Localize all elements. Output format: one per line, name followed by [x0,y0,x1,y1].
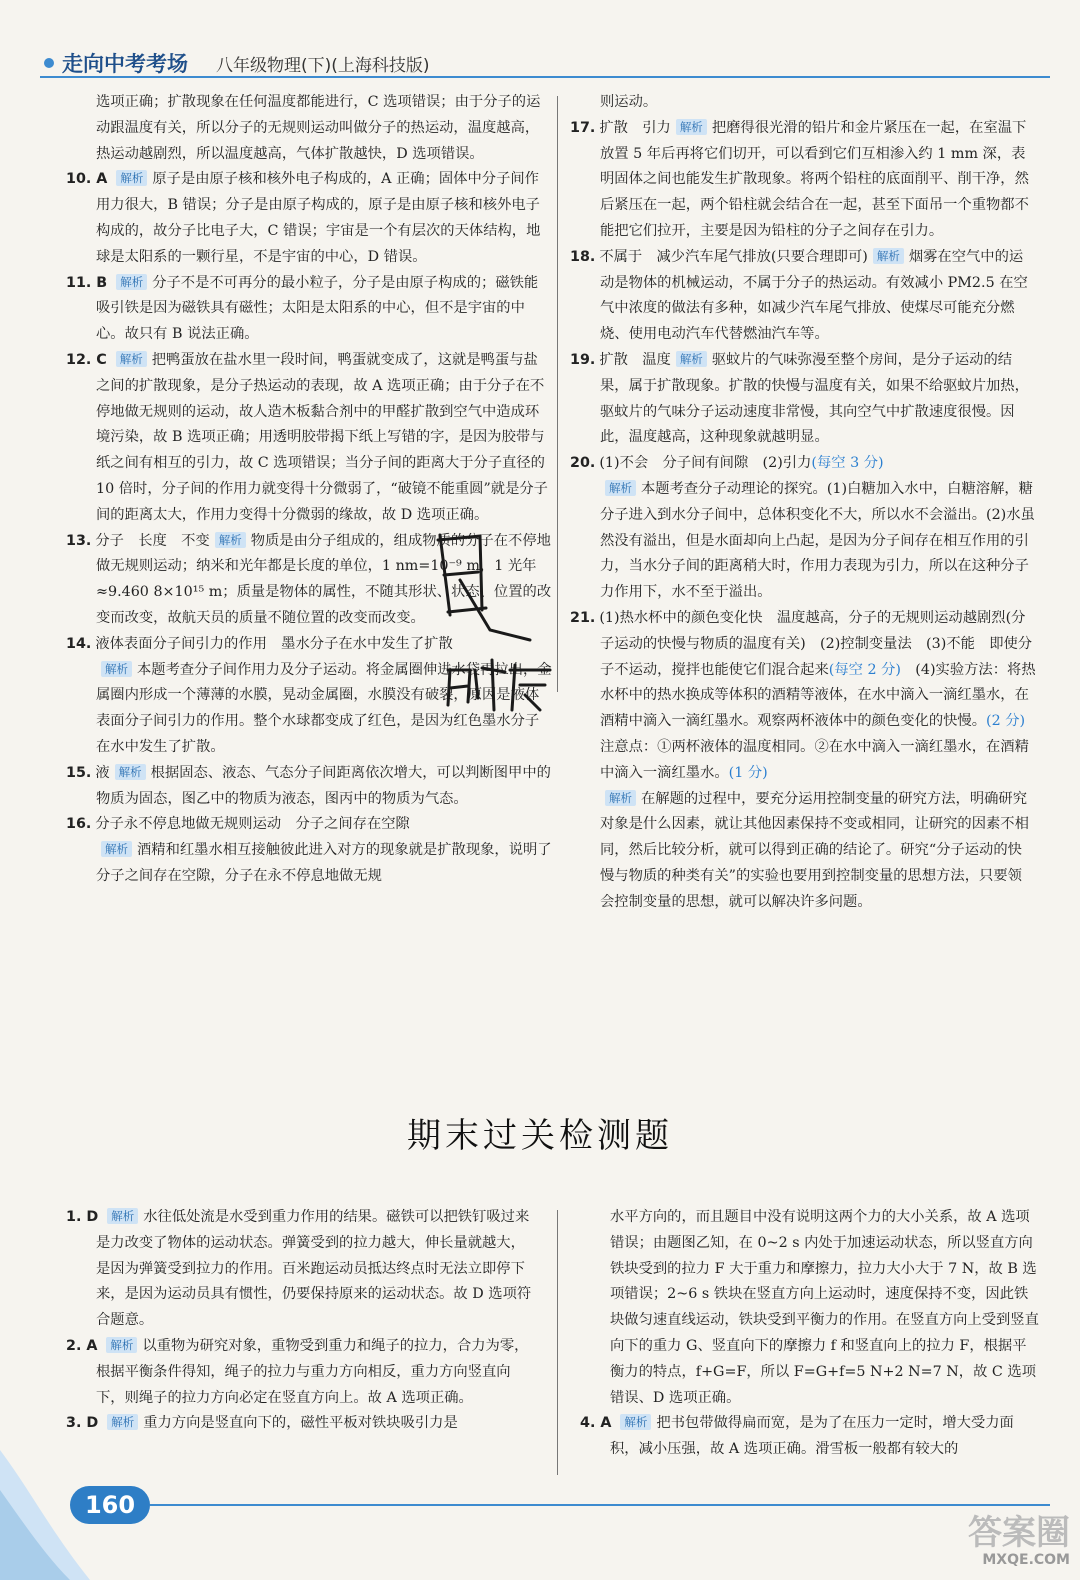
explanation-text: 根据固态、液态、气态分子间距离依次增大，可以判断图甲中的物质为固态，图乙中的物质为液态，图丙中的物质为气态。 [96,764,551,807]
question-number: 12. C [66,351,107,368]
answer-item [66,348,552,529]
answer-column-right [570,90,1036,916]
column-divider-bottom [557,1210,558,1475]
answer-text: 分子永不停息地做无规则运动 分子之间存在空隙 [95,816,410,833]
explanation-text: 原子是由原子核和核外电子构成的，A 正确；固体中分子间作用力很大，B 错误；分子是由原子构成的，原子是由原子核和核外电子构成的，故分子比电子大，C 错误；宇宙是一个有层次的天体结构，地球是太阳系的一颗行星，不是宇宙的中心，D 错误。 [96,171,541,265]
question-number: 3. D [66,1415,99,1432]
analysis-tag: 解析 [116,274,147,290]
answer-text: (1)热水杯中的颜色变化快 温度越高，分子的无规则运动越剧烈(分子运动的快慢与物质的温度有关) (2)控制变量法 (3)不能 即使分子不运动，搅拌也能使它们混合起来 [599,609,1033,678]
explanation-text: 把书包带做得扁而宽，是为了在压力一定时，增大受力面积，减小压强，故 A 选项正确。滑雪板一般都有较大的 [610,1415,1014,1458]
explanation [66,838,552,890]
analysis-tag: 解析 [106,1337,137,1353]
watermark-main: 答案圈 [968,1513,1070,1553]
answer-column-left [66,90,552,890]
question-number: 13. [66,532,92,549]
answer-item [570,245,1036,348]
analysis-tag: 解析 [115,764,146,780]
analysis-tag: 解析 [107,1414,138,1430]
explanation [570,787,1036,916]
question-number: 17. [570,119,596,136]
analysis-tag: 解析 [215,532,246,548]
footer-rule [150,1504,1050,1506]
answer-text: 分子 长度 不变 [95,532,210,549]
question-number: 19. [570,351,596,368]
question-number: 11. B [66,274,108,291]
explanation-text: 本题考查分子间作用力及分子运动。将金属圈伸进水袋再拉出，金属圈内形成一个薄薄的水膜，晃动金属圈，水膜没有破裂，原因是液体表面分子间引力的作用。整个水球都变成了红色，是因为红色墨水分子在水中发生了扩散。 [96,661,552,755]
question-number: 1. D [66,1209,99,1225]
explanation-text: 重力方向是竖直向下的，磁性平板对铁块吸引力是 [143,1415,458,1432]
header-rule [40,76,1050,78]
question-number: 2. A [66,1337,98,1354]
answer-text: 注意点：①两杯液体的温度相同。②在水中滴入一滴红墨水，在酒精中滴入一滴红墨水。 [600,738,1029,781]
exam-answer-column-left [66,1205,538,1437]
analysis-tag: 解析 [116,170,147,186]
question-number: 18. [570,248,596,265]
analysis-tag: 解析 [116,351,147,367]
answer-text: (1)不会 分子间有间隙 (2)引力 [599,455,812,472]
book-subtitle: 八年级物理(下)(上海科技版) [216,56,430,76]
answer-text: 不属于 减少汽车尾气排放(只要合理即可) [599,248,868,265]
explanation-text: 驱蚊片的气味弥漫至整个房间，是分子运动的结果，属于扩散现象。扩散的快慢与温度有关，如果不给驱蚊片加热，驱蚊片的气味分子运动速度非常慢，其向空气中扩散速度很慢。因此，温度越高，这种现象就越明显。 [600,351,1029,446]
score-note: (2 分) [986,713,1026,730]
analysis-tag: 解析 [676,119,707,135]
header-dot-icon [44,58,54,68]
answer-item [66,1205,538,1334]
question-number: 4. A [580,1415,612,1432]
explanation-text: 水往低处流是水受到重力作用的结果。磁铁可以把铁钉吸过来是力改变了物体的运动状态。弹簧受到的拉力越大，伸长量就越大，是因为弹簧受到拉力的作用。百米跑运动员抵达终点时无法立即停下来，是因为运动员具有惯性，仍要保持原来的运动状态。故 D 选项符合题意。 [96,1209,532,1329]
answer-item [66,271,552,348]
answer-item [66,812,552,838]
explanation-text: 把鸭蛋放在盐水里一段时间，鸭蛋就变成了，这就是鸭蛋与盐之间的扩散现象，是分子热运动的表现，故 A 选项正确；由于分子在不停地做无规则的运动，故人造木板黏合剂中的甲醛扩散到空气中造成环境污染，故 B 选项正确；用透明胶带揭下纸上写错的字，是因为胶带与纸之间有相互的引力，故 C 选项错误；当分子间的距离大于分子直径的 10 倍时，分子间的作用力就变得十分微弱了，“破镜不能重圆”就是分子间的距离太大，作用力变得十分微弱的缘故，故 D 选项正确。 [96,351,548,523]
question-number: 16. [66,816,92,833]
page-number: 160 [70,1486,150,1524]
answer-item [570,451,1036,477]
question-number: 20. [570,455,596,472]
section-title: 期末过关检测题 [407,1116,673,1156]
answer-item [66,1411,538,1437]
analysis-tag: 解析 [107,1208,138,1224]
watermark-url: MXQE.COM [982,1552,1070,1568]
score-note: (每空 3 分) [811,455,884,472]
analysis-tag: 解析 [873,248,904,264]
answer-continuation: 则运动。 [600,94,658,110]
explanation-text: 在解题的过程中，要充分运用控制变量的研究方法，明确研究对象是什么因素，就让其他因素保持不变或相同，让研究的因素不相同，然后比较分析，就可以得到正确的结论了。研究“分子运动的快慢与物质的种类有关”的实验也要用到控制变量的思想方法，只要领会控制变量的思想，就可以解决许多问题。 [600,790,1029,910]
explanation-text: 酒精和红墨水相互接触彼此进入对方的现象就是扩散现象，说明了分子之间存在空隙，分子在永不停息地做无规 [96,842,552,884]
answer-item [66,761,552,813]
explanation-text: 把磨得很光滑的铅片和金片紧压在一起，在室温下放置 5 年后再将它们切开，可以看到它们互相渗入约 1 mm 深，表明固体之间也能发生扩散现象。将两个铅柱的底面削平、削干净，然后紧压在一起，两个铅柱就会结合在一起，甚至下面吊一个重物都不能把它们拉开，主要是因为铅柱的分子之间存在引力。 [600,119,1029,239]
handwritten-note-icon [420,520,570,730]
explanation-text: 物质是由分子组成的，组成物质的分子在不停地做无规则运动；纳米和光年都是长度的单位，1 nm=10⁻⁹ m，1 光年≈9.460 8×10¹⁵ m；质量是物体的属性，不随其形状、状态、位置的改变而改变，故航天员的质量不随位置的改变而改变。 [96,532,552,626]
question-number: 15. [66,764,92,781]
answer-continuation: 选项正确；扩散现象在任何温度都能进行，C 选项错误；由于分子的运动跟温度有关，所以分子的无规则运动叫做分子的热运动，温度越高，热运动越剧烈，所以温度越高，气体扩散越快，D 选项错误。 [96,94,541,162]
answer-text: 扩散 引力 [599,119,671,136]
analysis-tag: 解析 [676,351,707,367]
book-brand: 走向中考考场 [62,52,188,76]
answer-item [66,1334,538,1411]
answer-text: (4)实验方法：将热水杯中的热水换成等体积的酒精等液体，在水中滴入一滴红墨水，在酒精中滴入一滴红墨水。观察两杯液体中的颜色变化的快慢。 [600,661,1036,730]
answer-item [66,167,552,270]
question-number: 21. [570,609,596,626]
score-note: (1 分) [728,764,768,781]
analysis-tag: 解析 [605,790,636,806]
answer-text: 扩散 温度 [599,351,671,368]
answer-text: 液 [95,764,110,781]
analysis-tag: 解析 [605,480,636,496]
answer-item [580,1411,1040,1463]
analysis-tag: 解析 [101,841,132,857]
question-number: 14. [66,635,92,652]
explanation-text: 本题考查分子动理论的探究。(1)白糖加入水中，白糖溶解，糖分子进入到水分子间中，总体积变化不大，所以水不会溢出。(2)水虽然没有溢出，但是水面却向上凸起，是因为分子间存在相互作用的引力，当水分子间的距离稍大时，作用力表现为引力，所以在这种分子力作用下，水不至于溢出。 [600,480,1035,601]
explanation [570,477,1036,606]
answer-item [570,606,1036,787]
running-header [40,46,1050,86]
answer-item [570,116,1036,245]
question-number: 10. A [66,171,108,188]
analysis-tag: 解析 [101,661,132,677]
explanation-text: 以重物为研究对象，重物受到重力和绳子的拉力，合力为零，根据平衡条件得知，绳子的拉力与重力方向相反，重力方向竖直向下，则绳子的拉力方向必定在竖直方向上。故 A 选项正确。 [96,1337,529,1406]
answer-continuation: 水平方向的，而且题目中没有说明这两个力的大小关系，故 A 选项错误；由题图乙知，在 0~2 s 内处于加速运动状态，所以竖直方向铁块受到的拉力 F 大于重力和摩擦力，拉力大小大于 7 N，故 B 选项错误；2~6 s 铁块在竖直方向上运动时，速度保持不变，因此铁块做匀速直线运动，铁块受到平衡力的作用。在竖直方向上受到竖直向下的重力 G、竖直向下的摩擦力 f 和竖直向上的拉力 F，根据平衡力的特点，f+G=F，所以 F=G+f=5 N+2 N=7 N，故 C 选项错误、D 选项正确。 [610,1209,1039,1406]
explanation-text: 分子不是不可再分的最小粒子，分子是由原子构成的；磁铁能吸引铁是因为磁铁具有磁性；太阳是太阳系的中心，但不是宇宙的中心。故只有 B 说法正确。 [96,274,539,343]
watermark [880,1515,1070,1575]
answer-item [570,348,1036,451]
answer-text: 液体表面分子间引力的作用 墨水分子在水中发生了扩散 [95,635,453,652]
score-note: (每空 2 分) [828,661,901,678]
explanation-text: 烟雾在空气中的运动是物体的机械运动，不属于分子的热运动。有效减小 PM2.5 在空气中浓度的做法有多种，如减少汽车尾气排放、使煤尽可能充分燃烧、使用电动汽车代替燃油汽车等。 [600,248,1028,343]
analysis-tag: 解析 [620,1414,651,1430]
exam-answer-column-right [580,1205,1040,1463]
